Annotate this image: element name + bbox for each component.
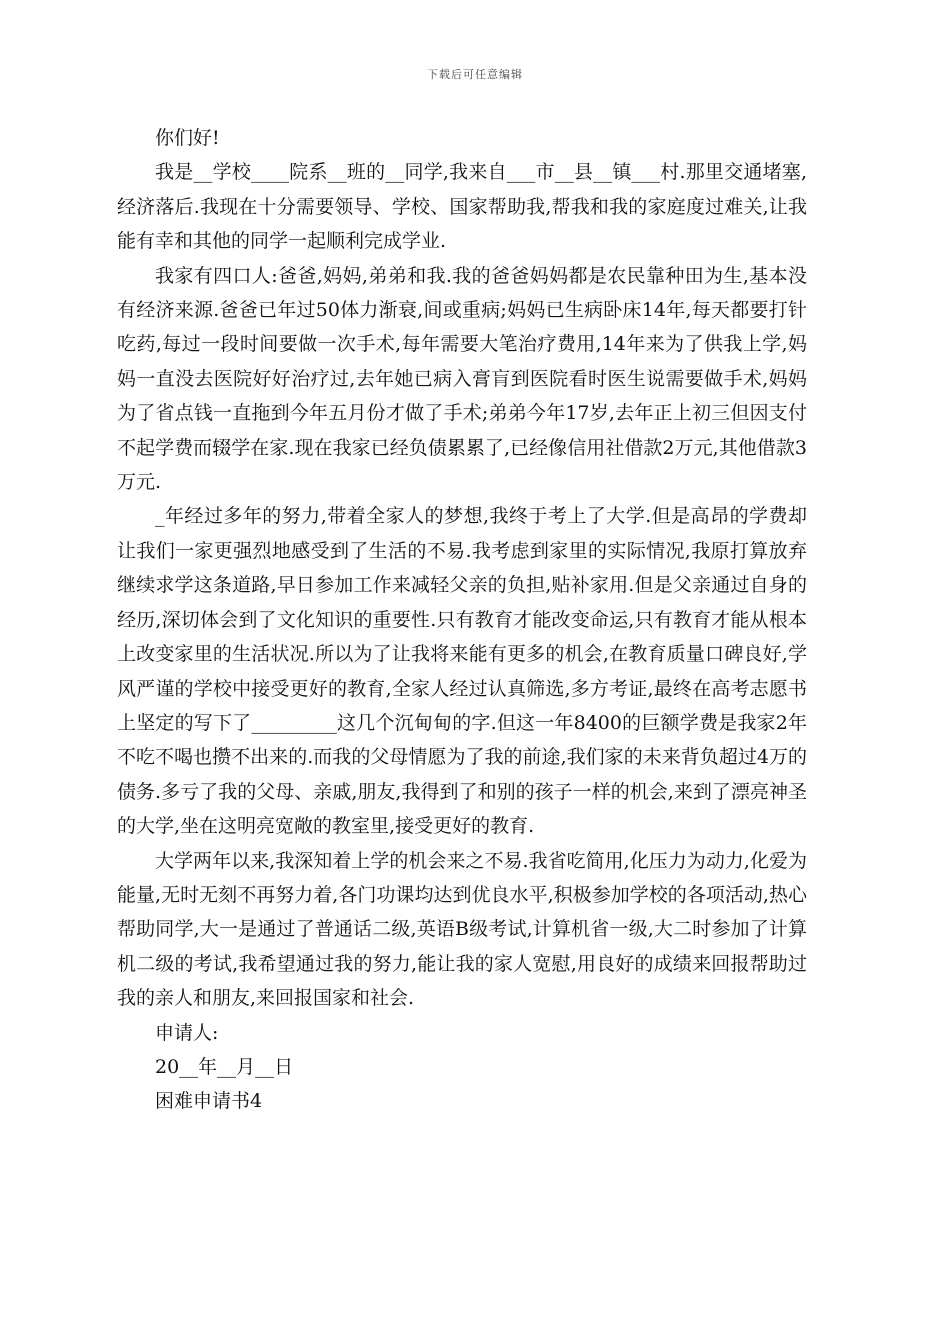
- greeting: 你们好!: [155, 127, 220, 149]
- document-body: [117, 121, 807, 1119]
- paragraph-family: 我家有四口人:爸爸,妈妈,弟弟和我.我的爸爸妈妈都是农民靠种田为生,基本没有经济来源.爸爸已年过50体力渐衰,间或重病;妈妈已生病卧床14年,每天都要打针吃药,每过一段时间要做一次手术,每年需要大笔治疗费用,14年来为了供我上学,妈妈一直没去医院好好治疗过,去年她已病入膏肓到医院看时医生说需要做手术,妈妈为了省点钱一直拖到今年五月份才做了手术;弟弟今年17岁,去年正上初三但因支付不起学费而辍学在家.现在我家已经负债累累了,已经像信用社借款2万元,其他借款3万元.: [117, 264, 807, 494]
- paragraph-university: _年经过多年的努力,带着全家人的梦想,我终于考上了大学.但是高昂的学费却让我们一家更强烈地感受到了生活的不易.我考虑到家里的实际情况,我原打算放弃继续求学这条道路,早日参加工作来减轻父亲的负担,贴补家用.但是父亲通过自身的经历,深切体会到了文化知识的重要性.只有教育才能改变命运,只有教育才能从根本上改变家里的生活状况.所以为了让我将来能有更多的机会,在教育质量口碑良好,学风严谨的学校中接受更好的教育,全家人经过认真筛选,多方考证,最终在高考志愿书上坚定的写下了_________这几个沉甸甸的字.但这一年8400的巨额学费是我家2年不吃不喝也攒不出来的.而我的父母情愿为了我的前途,我们家的未来背负超过4万的债务.多亏了我的父母、亲戚,朋友,我得到了和别的孩子一样的机会,来到了漂亮神圣的大学,坐在这明亮宽敞的教室里,接受更好的教育.: [117, 505, 807, 838]
- date-line: 20__年__月__日: [155, 1055, 294, 1078]
- page-header-note: 下载后可任意编辑: [427, 68, 523, 81]
- paragraph-intro: 我是__学校____院系__班的__同学,我来自___市__县__镇___村.那里交通堵塞,经济落后.我现在十分需要领导、学校、国家帮助我,帮我和我的家庭度过难关,让我能有幸和其他的同学一起顺利完成学业.: [117, 161, 807, 253]
- paragraph-study: 大学两年以来,我深知着上学的机会来之不易.我省吃简用,化压力为动力,化爱为能量,无时无刻不再努力着,各门功课均达到优良水平,积极参加学校的各项活动,热心帮助同学,大一是通过了普通话二级,英语B级考试,计算机省一级,大二时参加了计算机二级的考试,我希望通过我的努力,能让我的家人宽慰,用良好的成绩来回报帮助过我的亲人和朋友,来回报国家和社会.: [117, 849, 807, 1010]
- next-title: 困难申请书4: [155, 1090, 263, 1113]
- applicant-line: 申请人:: [155, 1021, 219, 1044]
